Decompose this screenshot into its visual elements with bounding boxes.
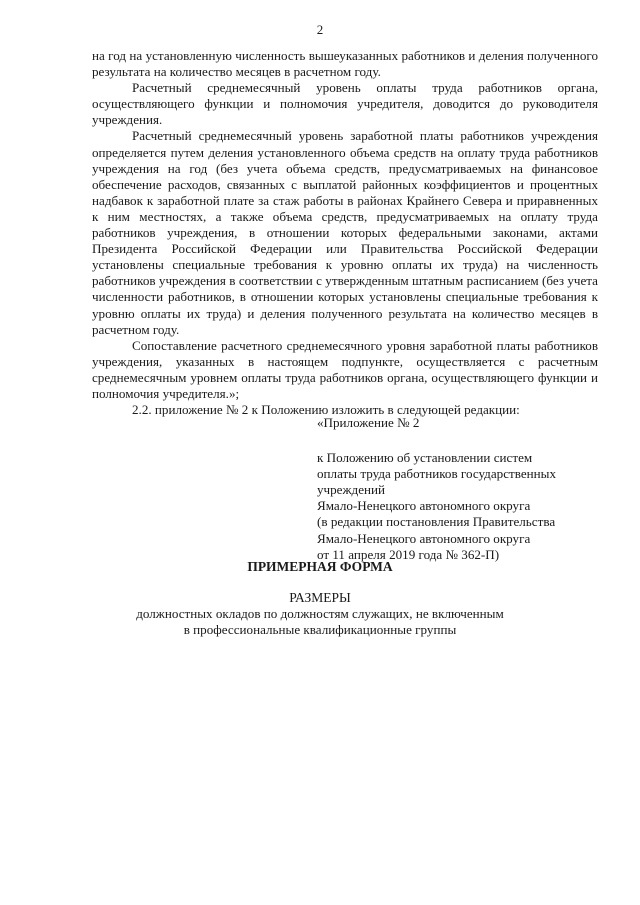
paragraph-continuation: на год на установленную численность вышеуказанных работников и деления полученного результата на количество месяцев в расчетном году. — [92, 48, 598, 80]
sizes-title: РАЗМЕРЫ — [289, 590, 351, 605]
paragraph-institution-pay-level: Расчетный среднемесячный уровень заработной платы работников учреждения определяется путем деления установленного объема средств на оплату труда работников учреждения на год (без учета объема средств, предусматриваемых на финансовое обеспечение расходов, связанных с выплатой районных коэффициентов и процентных надбавок к заработной плате за стаж работы в районах Крайнего Севера и приравненных к ним местностях, а также объема средств, предусматриваемых на оплату труда работников учреждения, в отношении которых федеральными законами, актами Президента Российской Федерации или Правительства Российской Федерации установлены специальные требования к уровню оплаты их труда) на численность работников учреждения в соответствии с утвержденным штатным расписанием (без учета численности работников, в отношении которых установлены специальные требования к уровню оплаты их труда) и деления полученного результата на количество месяцев в расчетном году. — [92, 128, 598, 337]
body-text — [92, 48, 598, 418]
sizes-subtitle — [0, 606, 640, 638]
appendix-line: оплаты труда работников государственных — [317, 466, 557, 482]
appendix-line: учреждений — [317, 482, 386, 498]
form-title: ПРИМЕРНАЯ ФОРМА — [247, 559, 393, 574]
sizes-subtitle-line: в профессиональные квалификационные группы — [183, 622, 457, 637]
appendix-line: от 11 апреля 2019 года № 362-П) — [317, 546, 500, 562]
paragraph-founder-pay-level: Расчетный среднемесячный уровень оплаты труда работников органа, осуществляющего функции и полномочия учредителя, доводится до руководителя учреждения. — [92, 80, 598, 128]
appendix-line: (в редакции постановления Правительства — [317, 514, 556, 530]
page-number: 2 — [316, 22, 324, 37]
paragraph-appendix-amendment: 2.2. приложение № 2 к Положению изложить в следующей редакции: — [132, 402, 520, 418]
appendix-line: к Положению об установлении систем — [317, 450, 533, 466]
appendix-line: Ямало-Ненецкого автономного округа — [317, 530, 531, 546]
appendix-title: «Приложение № 2 — [317, 415, 420, 430]
appendix-header — [317, 415, 602, 563]
appendix-line: Ямало-Ненецкого автономного округа — [317, 498, 531, 514]
sizes-subtitle-line: должностных окладов по должностям служащих, не включенным — [136, 606, 504, 621]
paragraph-comparison: Сопоставление расчетного среднемесячного уровня заработной платы работников учреждения, указанных в настоящем подпункте, осуществляется с расчетным среднемесячным уровнем оплаты труда работников органа, осуществляющего функции и полномочия учредителя.»; — [92, 337, 598, 401]
